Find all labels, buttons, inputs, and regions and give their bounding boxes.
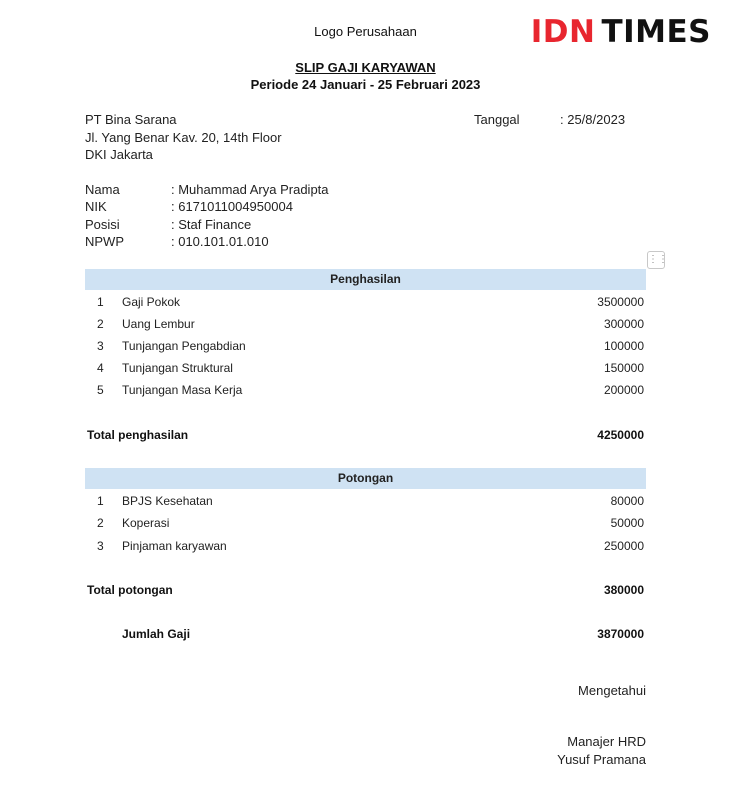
employee-name-label: Nama bbox=[85, 182, 120, 197]
row-label: Tunjangan Pengabdian bbox=[122, 339, 246, 353]
signatory-role: Manajer HRD bbox=[567, 734, 646, 749]
employee-nik-label: NIK bbox=[85, 199, 107, 214]
income-row bbox=[85, 295, 646, 317]
row-number: 2 bbox=[97, 516, 104, 530]
income-row bbox=[85, 317, 646, 339]
row-number: 3 bbox=[97, 539, 104, 553]
employee-npwp-value: : 010.101.01.010 bbox=[171, 234, 269, 249]
row-amount: 300000 bbox=[603, 317, 644, 331]
date-value: : 25/8/2023 bbox=[560, 112, 626, 127]
row-amount: 3500000 bbox=[597, 295, 644, 309]
net-salary-value: 3870000 bbox=[597, 627, 644, 641]
income-row bbox=[85, 383, 646, 405]
company-address-line2: DKI Jakarta bbox=[85, 147, 153, 162]
deductions-total-value: 380000 bbox=[603, 583, 644, 597]
employee-name-value: : Muhammad Arya Pradipta bbox=[171, 182, 329, 197]
deduction-row bbox=[85, 516, 646, 538]
deduction-row bbox=[85, 539, 646, 561]
brand-idn: IDN bbox=[530, 14, 596, 50]
employee-position-value: : Staf Finance bbox=[171, 217, 252, 232]
period-text: Periode 24 Januari - 25 Februari 2023 bbox=[250, 77, 481, 92]
deduction-row bbox=[85, 494, 646, 516]
row-number: 5 bbox=[97, 383, 104, 397]
row-number: 2 bbox=[97, 317, 104, 331]
company-name: PT Bina Sarana bbox=[85, 112, 177, 127]
row-amount: 200000 bbox=[603, 383, 644, 397]
employee-npwp-label: NPWP bbox=[85, 234, 124, 249]
acknowledged-label: Mengetahui bbox=[578, 683, 646, 698]
income-total-value: 4250000 bbox=[597, 428, 644, 442]
date-label: Tanggal bbox=[474, 112, 520, 127]
net-salary-label: Jumlah Gaji bbox=[122, 627, 191, 641]
employee-position-label: Posisi bbox=[85, 217, 120, 232]
income-total-label: Total penghasilan bbox=[87, 428, 189, 442]
row-number: 3 bbox=[97, 339, 104, 353]
row-label: BPJS Kesehatan bbox=[122, 494, 213, 508]
row-label: Uang Lembur bbox=[122, 317, 195, 331]
company-logo-placeholder: Logo Perusahaan bbox=[314, 24, 417, 39]
row-label: Pinjaman karyawan bbox=[122, 539, 227, 553]
employee-nik-value: : 6171011004950004 bbox=[171, 199, 293, 214]
deductions-section-header: Potongan bbox=[85, 468, 646, 489]
row-amount: 100000 bbox=[603, 339, 644, 353]
row-label: Koperasi bbox=[122, 516, 170, 530]
company-address-line1: Jl. Yang Benar Kav. 20, 14th Floor bbox=[85, 130, 282, 145]
row-number: 1 bbox=[97, 295, 104, 309]
row-label: Tunjangan Struktural bbox=[122, 361, 233, 375]
row-amount: 150000 bbox=[603, 361, 644, 375]
row-amount: 50000 bbox=[610, 516, 644, 530]
row-label: Gaji Pokok bbox=[122, 295, 181, 309]
signatory-name: Yusuf Pramana bbox=[557, 752, 646, 767]
document-title: SLIP GAJI KARYAWAN bbox=[295, 60, 436, 75]
brand-logo bbox=[531, 14, 711, 50]
deductions-total-label: Total potongan bbox=[87, 583, 173, 597]
income-row bbox=[85, 339, 646, 361]
row-amount: 80000 bbox=[610, 494, 644, 508]
drag-handle-icon[interactable]: ⋮⋮ bbox=[647, 251, 665, 269]
row-number: 4 bbox=[97, 361, 104, 375]
row-amount: 250000 bbox=[603, 539, 644, 553]
row-label: Tunjangan Masa Kerja bbox=[122, 383, 243, 397]
income-section-header: Penghasilan bbox=[85, 269, 646, 290]
income-row bbox=[85, 361, 646, 383]
row-number: 1 bbox=[97, 494, 104, 508]
brand-times: TIMES bbox=[601, 14, 711, 50]
